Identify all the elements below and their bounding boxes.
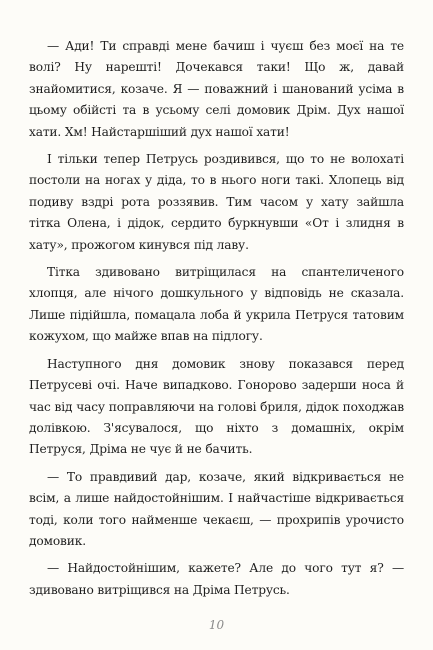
page-body [29,36,404,601]
paragraph: — То правдивий дар, козаче, який відкривається не всім, а лише найдостойнішим. І найчастіше відкривається тоді, коли того найменше чекаєш, — прохрипів урочисто домовик. [29,469,404,548]
paragraph: — Ади! Ти справді мене бачиш і чуєш без моєї на те волі? Ну нарешті! Дочекався таки! Що ж, давай знайомитися, козаче. Я — поважний і шанований усіма в цьому обійсті та в усьому селі домовик Дрім. Дух нашої хати. Хм! Найстаршіший дух нашої хати! [29,39,404,139]
paragraph: — Найдостойнішим, кажете? Але до чого тут я? — здивовано витріщився на Дріма Петрусь. [29,561,404,597]
paragraph: І тільки тепер Петрусь роздивився, що то не волохаті постоли на ногах у діда, то в нього ноги такі. Хлопець від подиву вздрі рота роззявив. Тим часом у хату зайшла тітка Олена, і дідок, сердито буркнувши «От і злидня в хату», прожогом кинувся під лаву. [29,152,404,252]
paragraph: Тітка здивовано витріщилася на спантеличеного хлопця, але нічого дошкульного у відповідь не сказала. Лише підійшла, помацала лоба й укрила Петруся татовим кожухом, що майже впав на підлогу. [29,265,404,344]
page-number: 10 [208,618,225,632]
paragraph: Наступного дня домовик знову показався перед Петрусеві очі. Наче випадково. Гонорово задерши носа й час від часу поправляючи на голові бриля, дідок походжав долівкою. З'ясувалося, що ніхто з домашніх, окрім Петруся, Дріма не чує й не бачить. [29,356,404,457]
